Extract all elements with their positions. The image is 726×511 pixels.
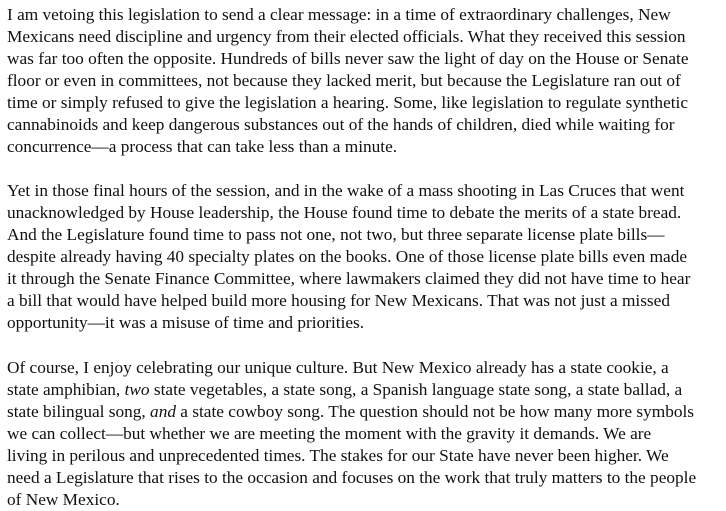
text-line: despite already having 40 specialty plates on the books. One of those license plate bills even made (7, 247, 688, 267)
paragraph-state-symbols (7, 357, 720, 511)
text-run: state vegetables, a state song, a Spanish language state song, a state ballad, a (149, 379, 683, 399)
text-line: cannabinoids and keep dangerous substances out of the hands of children, died while waiting for (7, 115, 675, 134)
text-line: Yet in those final hours of the session, and in the wake of a mass shooting in Las Cruces that went (7, 181, 685, 201)
text-line: concurrence—a process that can take less than a minute. (7, 137, 398, 156)
text-line: we can collect—but whether we are meeting the moment with the gravity it demands. We are (7, 423, 652, 443)
text-line: unacknowledged by House leadership, the House found time to debate the merits of a state bread. (7, 203, 682, 223)
text-line: a bill that would have helped build more housing for New Mexicans. That was not just a missed (7, 291, 670, 311)
text-line: I am vetoing this legislation to send a clear message: in a time of extraordinary challenges, New (7, 5, 671, 24)
text-line: it through the Senate Finance Committee, where lawmakers claimed they did not have time to hear (7, 269, 691, 289)
text-run: state bilingual song, (7, 401, 151, 421)
text-line: And the Legislature found time to pass not one, not two, but three separate license plate bills— (7, 225, 665, 245)
text-line: Mexicans need discipline and urgency from their elected officials. What they received this session (7, 27, 686, 46)
text-line: time or simply refused to give the legislation a hearing. Some, like legislation to regulate synthetic (7, 93, 689, 112)
text-line: Of course, I enjoy celebrating our unique culture. But New Mexico already has a state cookie, a (7, 357, 669, 377)
text-line: living in perilous and unprecedented times. The stakes for our State have never been higher. We (7, 445, 669, 465)
text-line: opportunity—it was a misuse of time and priorities. (7, 313, 365, 333)
text-line (7, 380, 682, 399)
text-line: floor or even in committees, not because they lacked merit, but because the Legislature ran out of (7, 71, 681, 90)
text-run: state amphibian, (7, 379, 125, 399)
text-line: was far too often the opposite. Hundreds of bills never saw the light of day on the House or Senate (7, 49, 689, 68)
paragraph-final-hours (7, 180, 720, 334)
text-line: need a Legislature that rises to the occasion and focuses on the work that truly matters to the people (7, 467, 697, 487)
text-line (7, 402, 694, 421)
emphasis-text: and (150, 401, 176, 421)
emphasis-text: two (124, 379, 150, 399)
paragraph-veto-message (7, 4, 720, 158)
text-run: a state cowboy song. The question should not be how many more symbols (175, 401, 695, 421)
text-line: of New Mexico. (7, 489, 120, 509)
